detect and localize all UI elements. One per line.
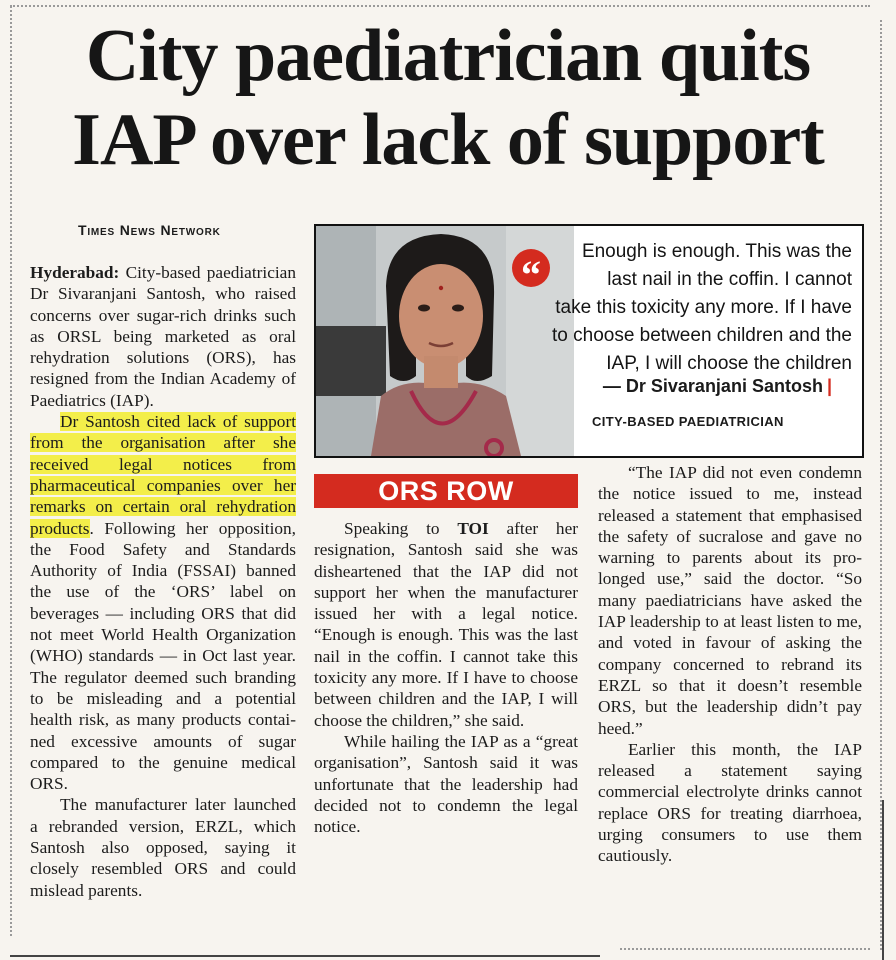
highlighted-text: Dr Santosh cited lack of support from the organisation after she received legal notices from pharmaceutical companies over her remarks on certain oral rehydration products (30, 412, 296, 538)
article-column-3 (598, 462, 862, 867)
pull-quote-line-1: Enough is enough. This was the (581, 241, 852, 262)
paragraph-7 (598, 739, 862, 867)
pull-quote-role: CITY-BASED PAEDIATRICIAN (592, 414, 784, 429)
pull-quote-text (512, 238, 852, 378)
bottom-dotted-rule (620, 948, 870, 950)
attribution-name: — Dr Sivaranjani Santosh (602, 376, 823, 396)
paragraph-6-text: “The IAP did not even condemn the notice issued to me, instead released a statement that emphasised the safety of sucralose and gave no warning to parents about its prolonged use,” said the doctor. “So many paediatricians have asked the IAP leadership to at least listen to me, and voted in favour of asking the company concerned to rebrand its ERZL so that it doesn’t resemble ORS, but the leadership didn’t pay heed.” (598, 463, 862, 738)
paragraph-3-text: The manufacturer later launched a rebranded version, ERZL, which Santosh also opposed, saying it closely resembled ORS and could mislead parents. (30, 795, 296, 900)
quote-mark-icon: “ (512, 249, 550, 287)
paragraph-7-text: Earlier this month, the IAP released a statement saying commercial electrolyte drinks cannot replace ORS for treating diarrhoea, urging consumers to use them cautiously. (598, 739, 862, 866)
headline-line-1: City paediatrician quits (85, 15, 811, 97)
pull-quote-line-5: IAP, I will choose the children (606, 353, 852, 374)
pull-quote-line-3: take this toxicity any more. If I have (555, 297, 852, 318)
pull-quote-line-4: to choose between children and the (552, 325, 852, 346)
attribution-bar: | (826, 376, 832, 396)
headline (18, 14, 878, 182)
section-banner: ORS ROW (314, 474, 578, 508)
article-column-1 (30, 262, 296, 901)
byline: Times News Network (78, 222, 221, 238)
dateline: Hyderabad: (30, 263, 120, 282)
paragraph-4-text: after her resignation, Santosh said she was disheartened that the IAP did not support her when the manufacturer issued her with a legal notice. “Enough is enough. This was the last nail in the coffin. I cannot take this toxicity any more. If I have to choose between children and the IAP, I will choose the children,” she said. (314, 519, 578, 730)
paragraph-1 (30, 262, 296, 411)
paragraph-5 (314, 731, 578, 837)
paragraph-1-text: City-based paediatrician Dr Sivaranjani Santosh, who raised concerns over sugar-rich drinks such as ORSL being marketed as oral rehydration solutions (ORS), has resigned from the Indian Academy of Paediatrics (IAP). (30, 263, 296, 410)
pull-quote-line-2: last nail in the coffin. I cannot (607, 269, 852, 290)
paragraph-6 (598, 462, 862, 739)
top-dotted-rule (10, 5, 870, 7)
pull-quote-box (314, 224, 864, 458)
headline-line-2: IAP over lack of support (72, 99, 824, 181)
article-column-2 (314, 462, 578, 837)
left-dotted-rule (10, 6, 12, 936)
paragraph-2-text: . Following her opposition, the Food Safety and Standards Authority of India (FSSAI) banned the use of the ‘ORS’ label on beverages — including ORS that did not meet World Health Organization (WHO) standards — in Oct last year. The regulator deemed such branding to be misleading and a potential health risk, as many products contained excessive amounts of sugar compared to the genuine medical ORS. (30, 518, 296, 794)
adjacent-article-rule (10, 955, 600, 957)
toi-bold: TOI (457, 519, 489, 538)
pull-quote-attribution (603, 376, 832, 397)
paragraph-4-start: Speaking to (344, 519, 458, 538)
paragraph-3-start (30, 794, 296, 900)
adjacent-article-edge (882, 800, 896, 960)
paragraph-5-text: While hailing the IAP as a “great organisation”, Santosh said it was unfortunate that the leadership had decided not to condemn the legal notice. (314, 731, 578, 837)
paragraph-4 (314, 518, 578, 731)
paragraph-2 (30, 411, 296, 794)
